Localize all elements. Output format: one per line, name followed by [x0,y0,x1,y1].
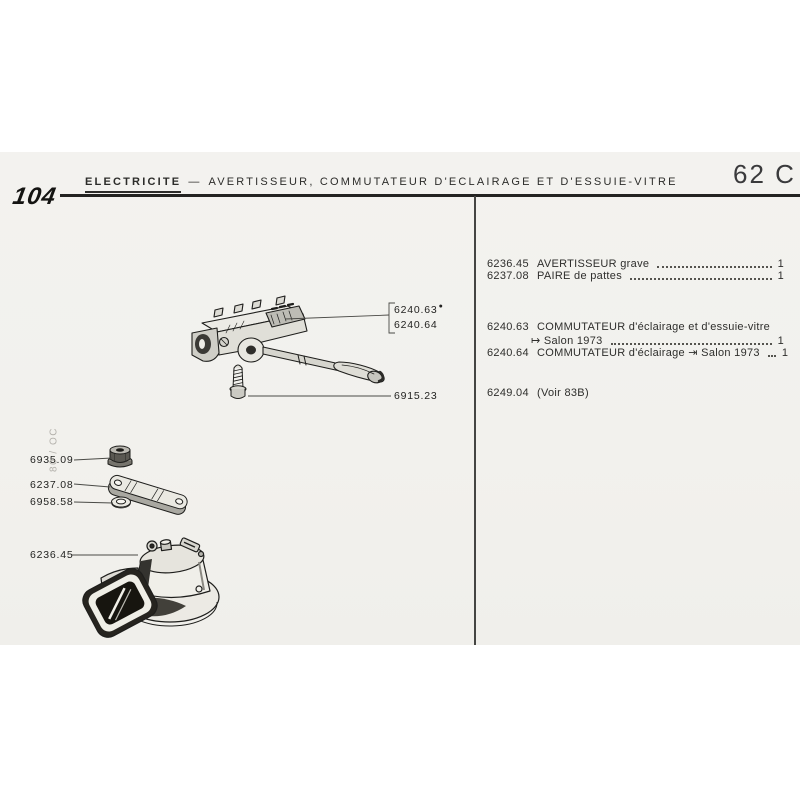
callout-switch-variant-a-number: 6240.63 [394,304,438,316]
washer-drawing [112,497,131,508]
part-number: 6237.08 [487,270,529,282]
part-number: 6236.45 [487,258,529,270]
callout-switch-variant-a [394,303,444,316]
part-qty: 1 [777,258,784,270]
nut-drawing [108,446,132,467]
title-separator: — [188,176,202,188]
parts-list-row [487,321,784,333]
screw-drawing [230,365,246,399]
dot-leader [630,270,772,280]
part-number [487,335,531,347]
footnote-dot: ● [438,303,444,310]
section-title-subject: AVERTISSEUR, COMMUTATEUR D'ECLAIRAGE ET D'ESSUIE-VITRE [208,176,678,188]
callout-switch-variant-b: 6240.64 [394,319,438,331]
plate-number: 62 C [733,159,796,189]
part-description: (Voir 83B) [537,387,589,399]
part-qty: 1 [777,270,784,282]
dot-leader [768,347,776,357]
horn-drawing [79,537,219,641]
dot-leader [611,335,772,345]
switch-drawing [192,296,384,385]
part-description: PAIRE de pattes [537,270,623,282]
model-logo-104: 104 [10,183,59,210]
part-description: COMMUTATEUR d'éclairage et d'essuie-vitre [537,321,771,333]
part-description: AVERTISSEUR grave [537,258,650,270]
part-qty: 1 [781,347,789,359]
callout-washer: 6958.58 [30,496,74,508]
callout-horn: 6236.45 [30,549,74,561]
part-number: 6249.04 [487,387,529,399]
section-title-chapter: ELECTRICITE [85,176,181,193]
part-description: COMMUTATEUR d'éclairage ⇥ Salon 1973 [537,347,760,359]
parts-list-row [487,347,789,359]
callout-nut: 6935.09 [30,454,74,466]
parts-list-row [487,387,784,399]
parts-list-row [487,270,784,282]
callout-strap: 6237.08 [30,479,74,491]
callout-screw: 6915.23 [394,390,438,402]
part-description: ↦ Salon 1973 [531,335,603,347]
part-number: 6240.64 [487,347,529,359]
parts-list-row [487,258,784,270]
part-qty: 1 [777,335,784,347]
parts-list-row [487,335,784,347]
part-number: 6240.63 [487,321,529,333]
strap-drawing [107,474,189,517]
dot-leader [657,258,771,268]
handwritten-mark: 80 / OC [48,427,60,472]
